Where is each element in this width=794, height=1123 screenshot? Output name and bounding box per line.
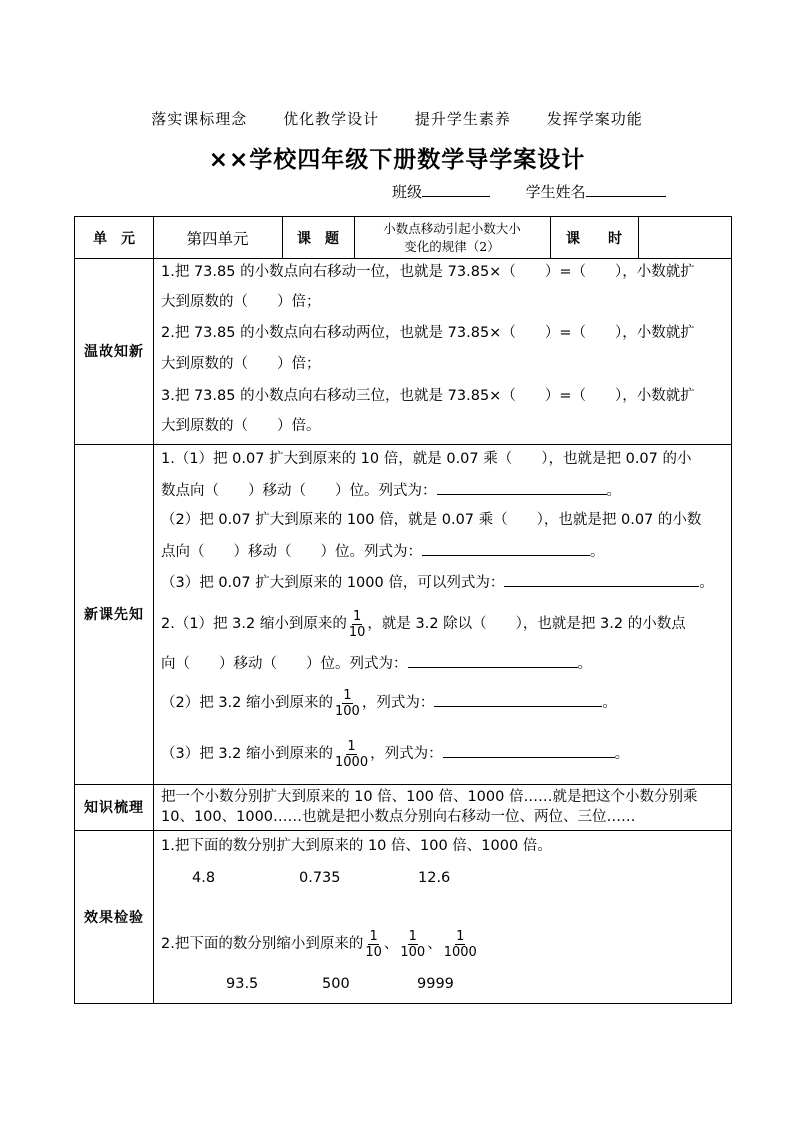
preview-q2-1-line1 [161, 605, 686, 643]
unit-value: 第四单元 [186, 229, 249, 248]
student-name-blank[interactable] [586, 182, 666, 197]
check-q1: 1.把下面的数分别扩大到原来的 10 倍、100 倍、1000 倍。 [161, 838, 552, 854]
preview-q1-line2 [161, 480, 621, 501]
motto-item: 发挥学案功能 [546, 110, 643, 128]
check-number: 12.6 [418, 870, 451, 886]
answer-blank[interactable] [408, 653, 578, 668]
fraction-one-tenth: $\frac{1}{10}$ [365, 928, 382, 960]
preview-text: 数点向（ ）移动（ ）位。列式为： [161, 483, 437, 499]
fraction-one-hundredth: $\frac{1}{100}$ [335, 687, 360, 719]
preview-text: （3）把 0.07 扩大到原来的 1000 倍，可以列式为： [161, 575, 505, 591]
preview-q2-2 [161, 684, 617, 722]
review-line: 大到原数的（ ）倍； [161, 356, 321, 372]
check-number: 93.5 [226, 976, 259, 992]
check-number: 4.8 [192, 870, 216, 886]
preview-text: 向（ ）移动（ ）位。列式为： [161, 656, 408, 672]
preview-q1-line1: 1.（1）把 0.07 扩大到原来的 10 倍，就是 0.07 乘（ ），也就是把 0.07 的小 [161, 451, 692, 467]
preview-text: ，列式为： [361, 695, 435, 711]
separator: 、 [383, 936, 399, 952]
review-line: 大到原数的（ ）倍； [161, 294, 321, 310]
preview-text: 2.（1）把 3.2 缩小到原来的 [161, 616, 347, 632]
review-line: 2.把 73.85 的小数点向右移动两位，也就是 73.85×（ ）=（ ），小数就扩 [161, 325, 695, 341]
preview-q2-3 [161, 735, 629, 773]
motto-item: 提升学生素养 [414, 110, 511, 128]
topic-line: 变化的规律（2） [404, 238, 500, 254]
preview-q2-1-line2 [161, 653, 592, 674]
period-mark: 。 [606, 483, 621, 499]
period-mark: 。 [577, 656, 592, 672]
check-number: 9999 [417, 976, 454, 992]
fraction-one-tenth: $\frac{1}{10}$ [348, 608, 366, 640]
check-text: 2.把下面的数分别缩小到原来的 [161, 936, 364, 952]
preview-text: ，列式为： [370, 746, 443, 762]
answer-blank[interactable] [434, 692, 602, 707]
fraction-one-hundredth: $\frac{1}{100}$ [400, 928, 426, 960]
preview-label: 新课先知 [84, 607, 144, 623]
check-number: 500 [322, 976, 350, 992]
preview-text: （2）把 3.2 缩小到原来的 [161, 695, 334, 711]
summary-label: 知识梳理 [84, 800, 144, 816]
preview-q1-2-line1: （2）把 0.07 扩大到原来的 100 倍，就是 0.07 乘（ ），也就是把 0.07 的小数 [161, 512, 702, 528]
fraction-one-thousandth: $\frac{1}{1000}$ [443, 928, 477, 960]
class-blank[interactable] [422, 182, 490, 197]
period-mark: 。 [590, 544, 605, 560]
period-mark: 。 [699, 575, 714, 591]
topic-label: 课 题 [297, 230, 339, 247]
preview-text: 点向（ ）移动（ ）位。列式为： [161, 544, 422, 560]
topic-line: 小数点移动引起小数大小 [383, 220, 521, 236]
summary-line: 10、100、1000……也就是把小数点分别向右移动一位、两位、三位…… [161, 809, 636, 825]
answer-blank[interactable] [422, 541, 590, 556]
unit-label: 单 元 [93, 230, 135, 247]
motto-item: 落实课标理念 [151, 110, 248, 128]
review-label: 温故知新 [84, 344, 144, 360]
preview-text: （3）把 3.2 缩小到原来的 [161, 746, 334, 762]
answer-blank[interactable] [437, 480, 607, 495]
review-line: 3.把 73.85 的小数点向右移动三位，也就是 73.85×（ ）=（ ），小数就扩 [161, 388, 695, 404]
preview-q1-3 [161, 572, 714, 593]
preview-q1-2-line2 [161, 541, 605, 562]
lesson-table [74, 216, 732, 1004]
review-line: 大到原数的（ ）倍。 [161, 418, 321, 434]
class-name-line [392, 181, 666, 202]
review-line: 1.把 73.85 的小数点向右移动一位，也就是 73.85×（ ）=（ ），小数就扩 [161, 264, 695, 280]
motto-line [0, 108, 794, 129]
topic-value [354, 217, 550, 258]
answer-blank[interactable] [504, 572, 699, 587]
preview-text: ，就是 3.2 除以（ ），也就是把 3.2 的小数点 [367, 616, 686, 632]
summary-line: 把一个小数分别扩大到原来的 10 倍、100 倍、1000 倍……就是把这个小数分别乘 [161, 789, 698, 805]
check-label: 效果检验 [84, 910, 144, 926]
page-title: ××学校四年级下册数学导学案设计 [208, 147, 586, 173]
check-number: 0.735 [299, 870, 341, 886]
fraction-one-thousandth: $\frac{1}{1000}$ [335, 738, 369, 770]
period-label: 课 时 [566, 230, 622, 247]
separator: 、 [427, 936, 442, 952]
period-mark: 。 [614, 746, 630, 762]
period-mark: 。 [602, 695, 617, 711]
check-q2 [161, 925, 479, 963]
motto-item: 优化教学设计 [283, 110, 380, 128]
answer-blank[interactable] [443, 743, 615, 758]
student-name-label: 学生姓名 [525, 183, 586, 201]
period-value[interactable] [638, 217, 733, 258]
class-label: 班级 [392, 183, 423, 201]
